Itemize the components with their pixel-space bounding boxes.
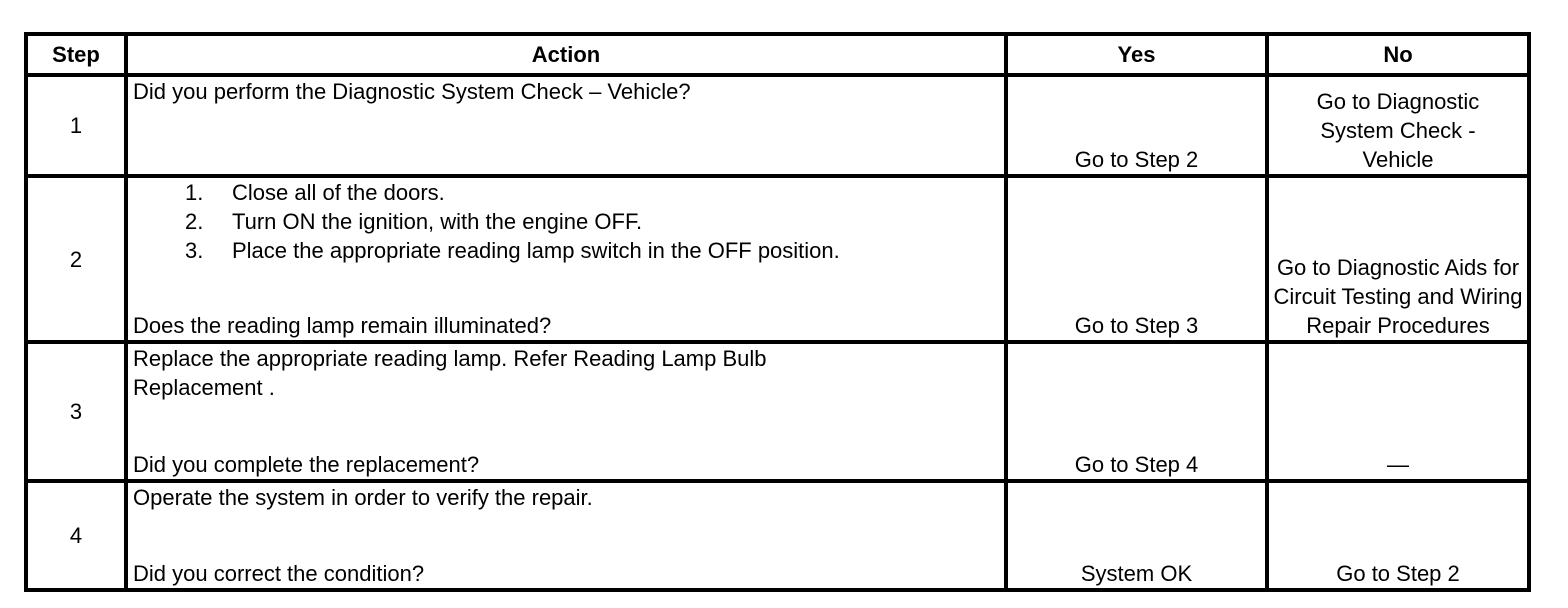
action-text: Replace the appropriate reading lamp. Refer Reading Lamp Bulb Replacement . [133,346,767,400]
action-text: Operate the system in order to verify the repair. [133,485,593,510]
step-number: 1 [26,75,126,176]
diagnostic-table [24,32,1531,592]
header-no: No [1267,34,1529,75]
action-cell [126,176,1006,342]
step-number: 3 [26,342,126,481]
action-cell [126,481,1006,590]
action-text: Did you perform the Diagnostic System Check – Vehicle? [133,79,691,104]
list-item-text: Turn ON the ignition, with the engine OFF. [232,209,643,234]
list-item [185,236,999,265]
no-cell: Go to Diagnostic Aids for Circuit Testing and Wiring Repair Procedures [1267,176,1529,342]
yes-cell: Go to Step 3 [1006,176,1267,342]
list-item [185,207,999,236]
yes-cell: System OK [1006,481,1267,590]
action-question: Did you correct the condition? [133,561,425,586]
no-cell: — [1267,342,1529,481]
procedure-list [133,178,999,265]
action-question: Does the reading lamp remain illuminated? [133,313,552,338]
list-item [185,178,999,207]
action-cell [126,75,1006,176]
yes-cell: Go to Step 4 [1006,342,1267,481]
table-row [26,176,1529,342]
step-number: 4 [26,481,126,590]
table-row [26,342,1529,481]
table-row [26,481,1529,590]
list-item-text: Close all of the doors. [232,180,445,205]
step-number: 2 [26,176,126,342]
action-question: Did you complete the replacement? [133,452,480,477]
list-item-number: 3. [185,238,204,263]
list-item-number: 2. [185,209,204,234]
list-item-number: 1. [185,180,204,205]
no-cell: Go to Step 2 [1267,481,1529,590]
no-cell: Go to Diagnostic System Check - Vehicle [1267,75,1529,176]
header-action: Action [126,34,1006,75]
header-row [26,34,1529,75]
header-yes: Yes [1006,34,1267,75]
action-cell [126,342,1006,481]
table-row [26,75,1529,176]
yes-cell: Go to Step 2 [1006,75,1267,176]
header-step: Step [26,34,126,75]
list-item-text: Place the appropriate reading lamp switch in the OFF position. [232,238,840,263]
